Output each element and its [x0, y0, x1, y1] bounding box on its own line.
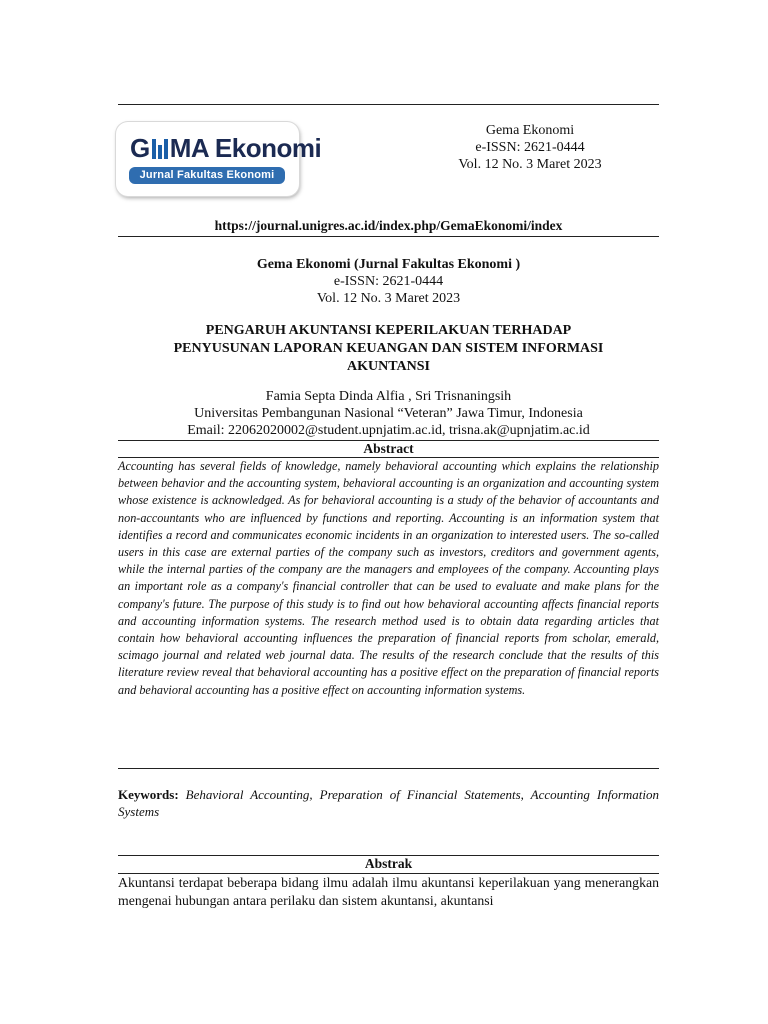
journal-block-name: Gema Ekonomi (Jurnal Fakultas Ekonomi ) [256, 257, 521, 272]
header-volume: Vol. 12 No. 3 Maret 2023 [458, 157, 602, 172]
top-rule [118, 104, 659, 105]
paper-title: PENGARUH AKUNTANSI KEPERILAKUAN TERHADAP PENYUSUNAN LAPORAN KEUANGAN DAN SISTEM INFORMASI AKUNTANSI [173, 323, 604, 374]
keywords [118, 786, 659, 820]
logo-title: G MA Ekonomi [130, 133, 322, 163]
abstrak-heading: Abstrak [364, 856, 413, 871]
abstract-bottom-rule [118, 768, 659, 769]
url-rule [118, 236, 659, 237]
logo-subtitle: Jurnal Fakultas Ekonomi [129, 167, 285, 184]
abstract-heading: Abstract [363, 441, 414, 456]
header-journal-name: Gema Ekonomi [485, 123, 575, 138]
header-issn: e-ISSN: 2621-0444 [475, 140, 585, 155]
author-block [118, 388, 659, 439]
logo-bars-icon [151, 137, 169, 159]
journal-block-issn: e-ISSN: 2621-0444 [333, 274, 444, 289]
abstract-text: Accounting has several fields of knowledge, namely behavioral accounting which explains the relationship between behavior and the accounting system, behavioral accounting is an organization and accounting system whose existence is acknowledged. As for behavioral accounting is a study of the behavior of accountants and non-accountants who are influenced by functions and reporting. Accounting is an information system that identifies a record and communicates economic incidents in an organization to interested users. The so-called users in this case are external parties of the company such as investors, creditors and government agents, while the internal parties of the company are the managers and employees of the company. Accounting plays an important role as a company's financial controller that can be used to evaluate and make plans for the company's future. The purpose of this study is to find out how behavioral accounting affects financial reports and accounting information systems. The research method used is to obtain data regarding articles that contain how behavioral accounting influences the preparation of financial reports from scholar, emerald, scimago journal and related web journal data. The results of the research conclude that the results of this literature review reveal that behavioral accounting has a positive effect on the preparation of financial reports and behavioral accounting has a positive effect on accounting information systems. [118, 459, 659, 697]
journal-url[interactable]: https://journal.unigres.ac.id/index.php/GemaEkonomi/index [214, 218, 563, 233]
journal-block [118, 256, 659, 307]
authors: Famia Septa Dinda Alfia , Sri Trisnaningsih [265, 389, 512, 404]
keywords-value: Behavioral Accounting, Preparation of Financial Statements, Accounting Information Systems [118, 787, 659, 819]
affiliation: Universitas Pembangunan Nasional “Veteran” Jawa Timur, Indonesia [194, 406, 583, 421]
keywords-label: Keywords: [118, 787, 179, 802]
header-journal-info [420, 122, 640, 173]
abstrak-text: Akuntansi terdapat beberapa bidang ilmu adalah ilmu akuntansi keperilakuan yang menerangkan mengenai hubungan antara perilaku dan sistem akuntansi, akuntansi [118, 875, 659, 908]
email: Email: 22062020002@student.upnjatim.ac.id, trisna.ak@upnjatim.ac.id [187, 423, 590, 438]
journal-logo [116, 122, 322, 196]
journal-block-volume: Vol. 12 No. 3 Maret 2023 [316, 291, 461, 306]
